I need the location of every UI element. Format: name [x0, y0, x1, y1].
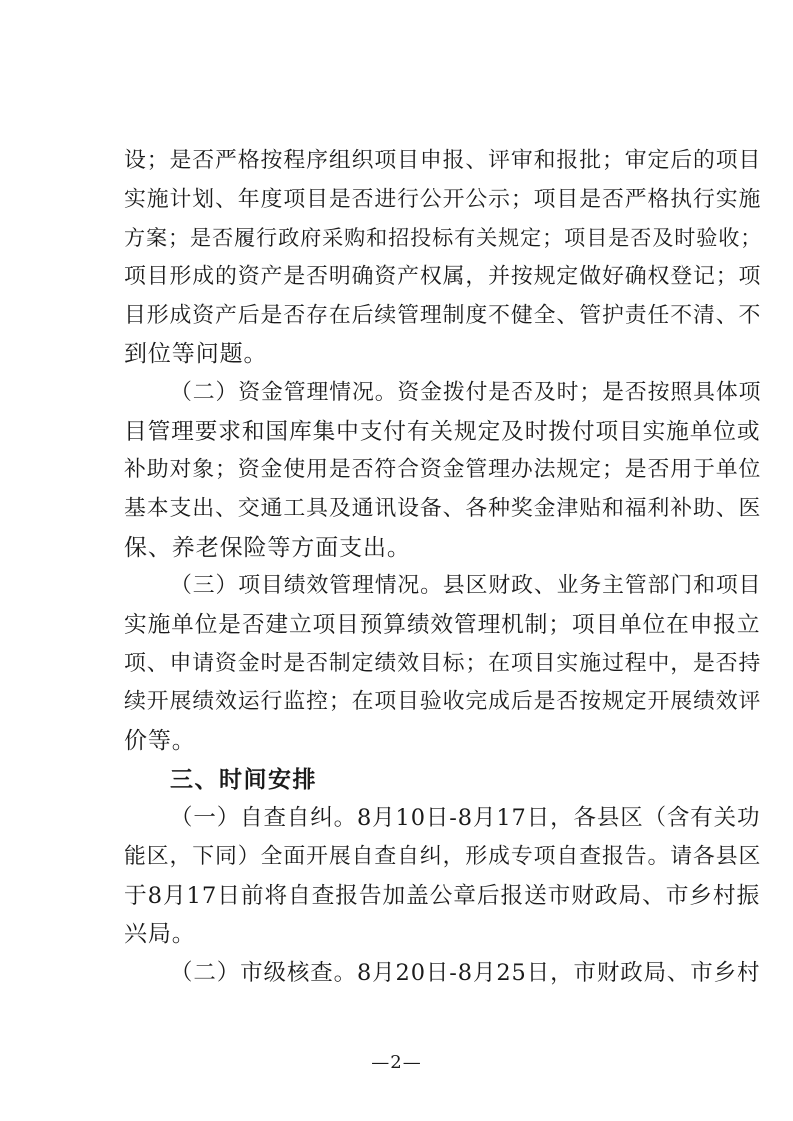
paragraph-line: 基本支出、交通工具及通讯设备、各种奖金津贴和福利补助、医 [124, 496, 762, 521]
paragraph-line: 到位等问题。 [124, 341, 268, 367]
paragraph-line: 项、申请资金时是否制定绩效目标；在项目实施过程中，是否持 [124, 651, 762, 676]
paragraph-line: 能区，下同）全面开展自查自纠，形成专项自查报告。请各县区 [124, 844, 762, 869]
section-performance-heading-line: （三）项目绩效管理情况。县区财政、业务主管部门和项目 [170, 573, 762, 598]
paragraph-line: 实施计划、年度项目是否进行公开公示；项目是否严格执行实施 [124, 187, 762, 212]
paragraph-line: 于8月17日前将自查报告加盖公章后报送市财政局、市乡村振 [124, 883, 761, 909]
city-review-line: （二）市级核查。8月20日-8月25日，市财政局、市乡村 [170, 960, 761, 986]
paragraph-line: 方案；是否履行政府采购和招投标有关规定；项目是否及时验收； [124, 225, 763, 250]
paragraph-line: 设；是否严格按程序组织项目申报、评审和报批；审定后的项目 [124, 148, 762, 173]
paragraph-line: 续开展绩效运行监控；在项目验收完成后是否按规定开展绩效评 [124, 689, 762, 714]
paragraph-line: 实施单位是否建立项目预算绩效管理机制；项目单位在申报立 [124, 612, 761, 638]
paragraph-line: 补助对象；资金使用是否符合资金管理办法规定；是否用于单位 [124, 457, 762, 482]
paragraph-line: 价等。 [124, 728, 196, 754]
paragraph-line: 兴局。 [124, 921, 196, 947]
section-funds-heading-line: （二）资金管理情况。资金拨付是否及时；是否按照具体项 [170, 380, 762, 405]
self-check-line: （一）自查自纠。8月10日-8月17日，各县区（含有关功 [170, 805, 761, 831]
paragraph-line: 目形成资产后是否存在后续管理制度不健全、管护责任不清、不 [124, 303, 762, 328]
paragraph-line: 目管理要求和国库集中支付有关规定及时拨付项目实施单位或 [124, 419, 761, 445]
page-number: —2— [371, 1052, 422, 1073]
paragraph-line: 保、养老保险等方面支出。 [124, 535, 411, 561]
paragraph-line: 项目形成的资产是否明确资产权属，并按规定做好确权登记；项 [124, 264, 762, 289]
section-heading-schedule: 三、时间安排 [170, 767, 317, 793]
